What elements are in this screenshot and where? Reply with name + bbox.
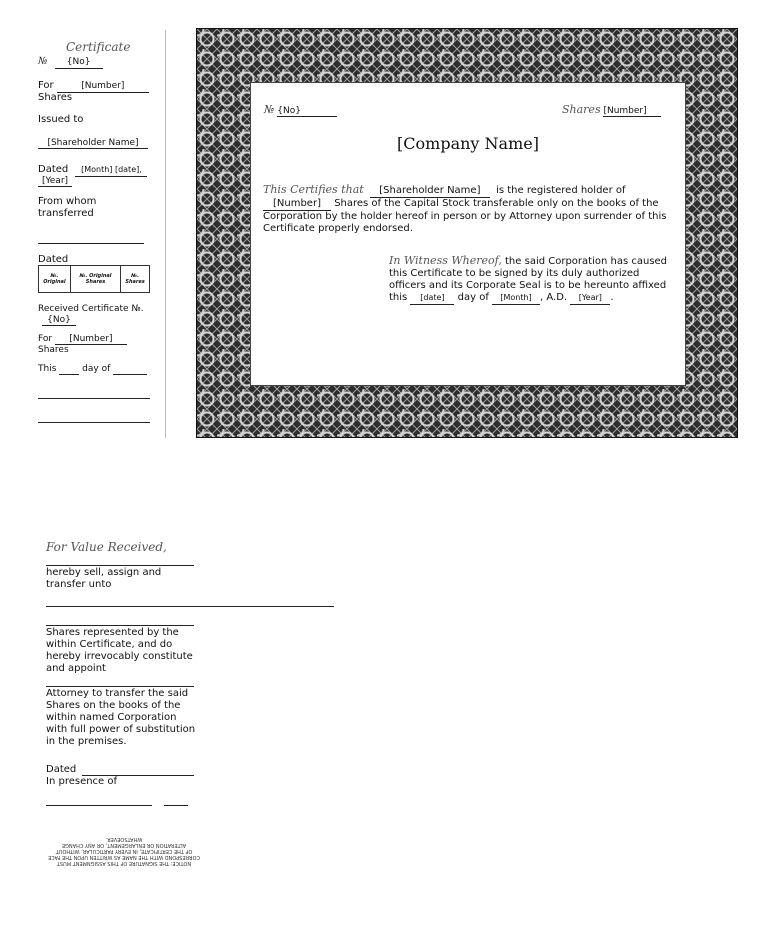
cert-day-of: day of (457, 292, 489, 303)
stub-for-label: For (38, 80, 54, 91)
back-dated-label: Dated (46, 764, 77, 775)
witness-paragraph (389, 255, 679, 305)
stub-table-col-3: №. Shares (121, 266, 150, 293)
cert-no-label: № (264, 103, 275, 116)
stub-title: Certificate (66, 40, 131, 54)
stub-received-label: Received Certificate №. (38, 304, 144, 314)
cert-period: . (610, 292, 614, 303)
cert-date: [date] (410, 292, 454, 305)
stub-table-col-2: №. Original Shares (70, 266, 120, 293)
stub-for2-label: For (38, 334, 53, 344)
stub-from-whom: From whom transferred (38, 196, 97, 219)
stub-no-label: № (38, 56, 48, 67)
certify-paragraph (263, 184, 673, 235)
stub-day-of: day of (82, 364, 111, 374)
stub-table-col-1: №. Original (39, 266, 71, 293)
back-line-4 (46, 686, 194, 687)
stub-transfer-line (38, 243, 144, 244)
company-name: [Company Name] (397, 134, 539, 153)
stub-shares-label: Shares (38, 92, 73, 103)
stub-this-label: This (38, 364, 57, 374)
certificate-stub (0, 0, 166, 440)
for-value-received: For Value Received, (46, 540, 167, 554)
cert-p1b: Shares of the Capital Stock transferable only on the books of the Corporation by the holder hereof in person or by Attorney upon surrender of this Certificate properly endorsed. (263, 198, 667, 234)
back-presence-label: In presence of (46, 776, 118, 787)
stub-sign-line-1 (38, 398, 150, 399)
back-line-1 (46, 565, 194, 566)
cert-p2: the said Corporation has caused this Certificate to be signed by its duly authorized officers and its Corporate Seal is to be hereunto affixed this (389, 256, 668, 303)
cert-no-value: {No} (277, 106, 337, 117)
certifies-label: This Certifies that (263, 183, 364, 196)
stub-dated-value: [Month] [date], (75, 164, 147, 177)
cert-ad: , A.D. (540, 292, 568, 303)
stub-dated-year: [Year] (38, 176, 72, 187)
stub-no-value: {No} (55, 56, 103, 69)
cert-shares-value: [Number] (603, 106, 661, 117)
stub-shares2-label: Shares (38, 345, 69, 355)
back-sign-line-2 (164, 805, 188, 806)
stub-shares-table (38, 265, 150, 293)
stub-received-no: {No} (42, 315, 76, 326)
back-sign-line-1 (46, 805, 152, 806)
cert-p1a: is the registered holder of (496, 185, 626, 196)
cert-month: [Month] (492, 292, 540, 305)
back-line-2 (46, 606, 334, 607)
witness-label: In Witness Whereof, (389, 254, 502, 267)
cert-shares-label: Shares (562, 103, 601, 116)
cert-number: [Number] (263, 198, 331, 211)
stub-dated-label: Dated (38, 164, 69, 175)
cert-year: [Year] (570, 292, 610, 305)
stub-issued-to: Issued to (38, 114, 84, 125)
stub-for-value: [Number] (57, 80, 149, 93)
back-text-3: Attorney to transfer the said Shares on the books of the within named Corporation with full power of substitution in the premises. (46, 688, 196, 747)
stub-sign-line-2 (38, 422, 150, 423)
stub-dated2-label: Dated (38, 254, 69, 265)
back-text-2: Shares represented by the within Certificate, and do hereby irrevocably constitute and appoint (46, 627, 193, 674)
stub-shareholder: [Shareholder Name] (38, 138, 148, 149)
stub-divider (165, 30, 166, 438)
stub-for2-value: [Number] (55, 334, 127, 345)
back-line-3 (46, 625, 194, 626)
cert-shareholder: [Shareholder Name] (370, 185, 490, 198)
back-text-1: hereby sell, assign and transfer unto (46, 567, 162, 590)
assignment-notice: NOTICE: THE SIGNATURE OF THIS ASSIGNMENT MUST CORRESPOND WITH THE NAME AS WRITTEN UPON THE FACE OF THE CERTIFICATE, IN EVERY PARTICULAR, WITHOUT ALTERATION OR ENLARGEMENT, OR ANY CHANGE WHATSOEVER. (48, 836, 200, 866)
